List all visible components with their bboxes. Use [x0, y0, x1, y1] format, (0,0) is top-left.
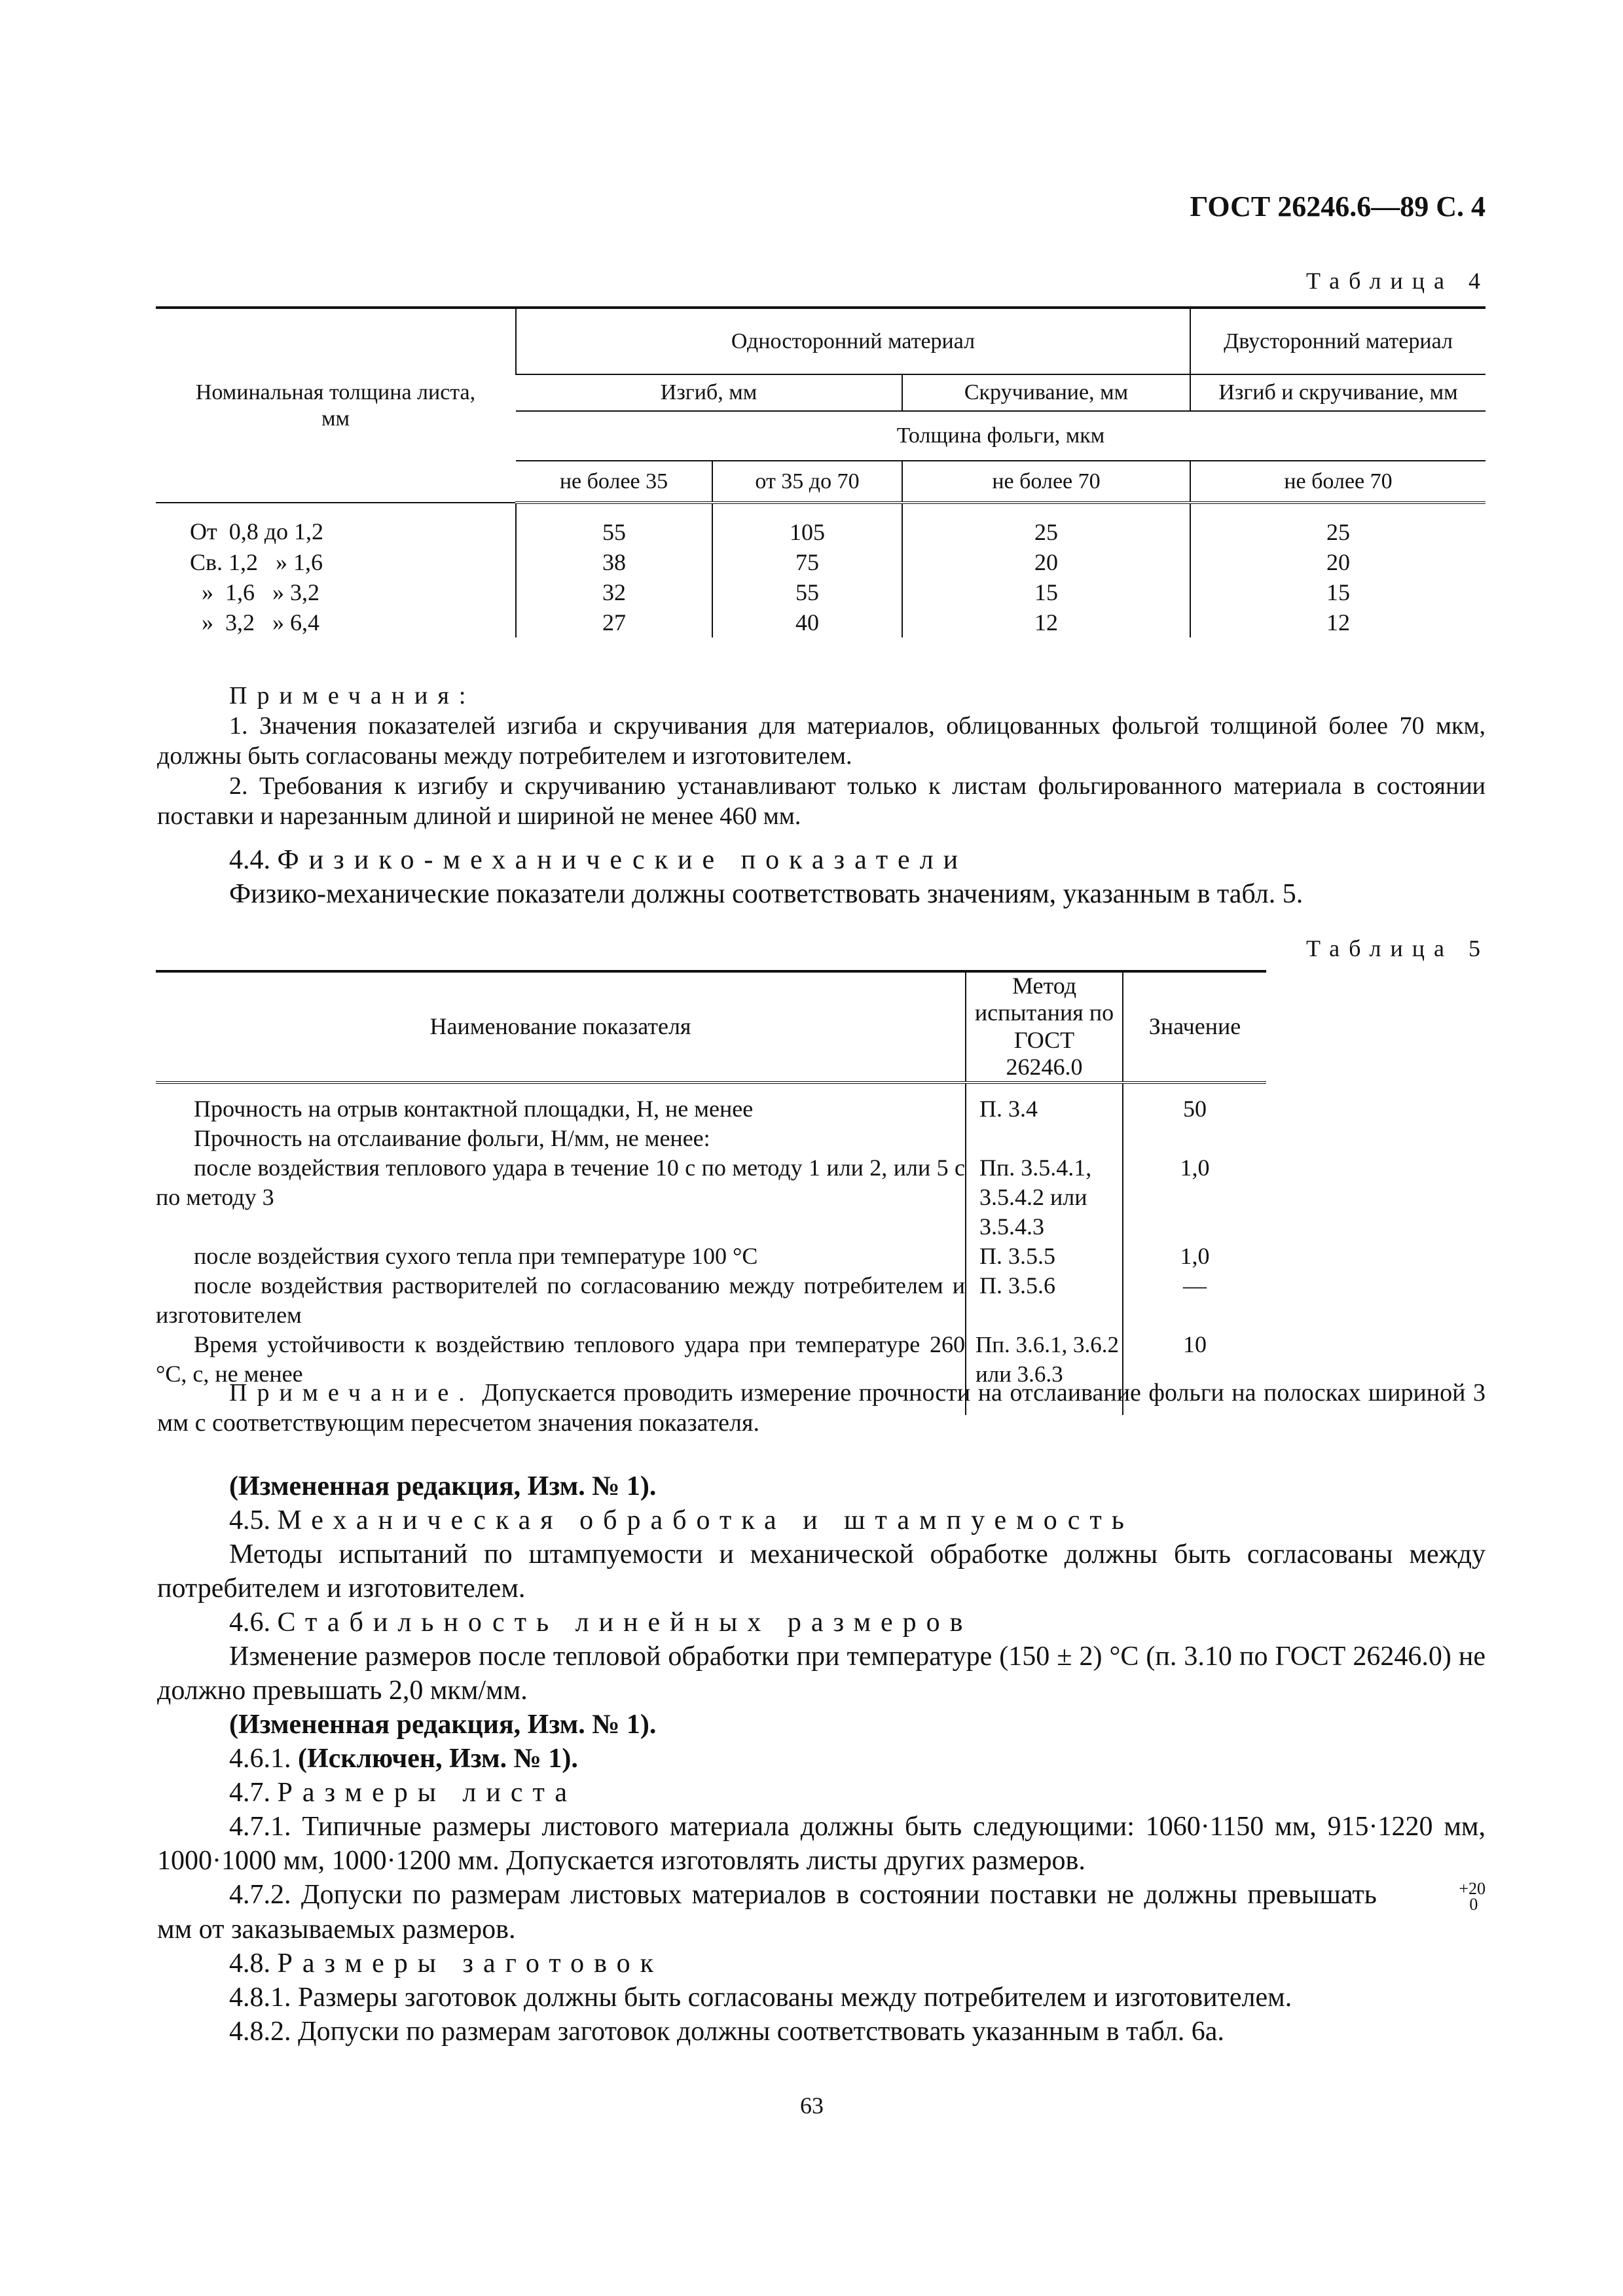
- method-cell: П. 3.5.5: [966, 1242, 1123, 1271]
- table-4-caption: Таблица 4: [1306, 268, 1489, 294]
- row-label: » 3,2 » 6,4: [190, 609, 319, 636]
- row-label: » 1,6 » 3,2: [190, 579, 319, 605]
- cell: 15: [1190, 577, 1486, 607]
- method-cell: П. 3.5.6: [966, 1271, 1123, 1330]
- tolerance-sub: 0: [1469, 1895, 1478, 1914]
- cell: 105: [712, 503, 902, 547]
- excluded-note: (Исключен, Изм. № 1).: [298, 1744, 578, 1774]
- col-thickness-header: Номинальная толщина листа, мм: [156, 308, 516, 503]
- table-row: [156, 1083, 1266, 1153]
- note-2: 2. Требования к изгибу и скручиванию устанавливают только к листам фольгированного материала в состоянии поставки и нарезанным длиной и шириной не менее 460 мм.: [157, 772, 1486, 830]
- section-text: 4.7.2. Допуски по размерам листовых материалов в состоянии поставки не должны превышать +20 0 мм от заказываемых размеров.: [157, 1879, 1486, 1945]
- section-title: Стабильность линейных размеров: [277, 1607, 973, 1638]
- edit-note: (Измененная редакция, Изм. № 1).: [229, 1471, 657, 1501]
- cell: 25: [902, 503, 1190, 547]
- note-5-title: Примечание.: [229, 1379, 475, 1407]
- method-cell: Пп. 3.6.1, 3.6.2 или 3.6.3: [966, 1330, 1123, 1415]
- table-row: [156, 547, 1486, 577]
- edit-note: (Измененная редакция, Изм. № 1).: [229, 1710, 657, 1740]
- notes-4: [157, 681, 1486, 831]
- cell: 12: [1190, 607, 1486, 637]
- section-text: 4.8.2. Допуски по размерам заготовок должны соответствовать указанным в табл. 6а.: [229, 2017, 1224, 2047]
- cell: 20: [902, 547, 1190, 577]
- foil-thickness-header: Толщина фольги, мкм: [516, 411, 1486, 461]
- param-name: Прочность на отслаивание фольги, Н/мм, не менее:: [194, 1124, 710, 1151]
- table-row: [156, 1242, 1266, 1271]
- value-cell: 10: [1123, 1330, 1266, 1415]
- param-name: после воздействия растворителей по согласованию между потребителем и изготовителем: [156, 1272, 965, 1328]
- section-title: Размеры заготовок: [277, 1948, 664, 1979]
- name-header: Наименование показателя: [156, 971, 966, 1083]
- section-4-4: [157, 843, 1486, 911]
- method-cell: Пп. 3.5.4.1, 3.5.4.2 или 3.5.4.3: [966, 1153, 1123, 1242]
- cell: 20: [1190, 547, 1486, 577]
- cell: 55: [712, 577, 902, 607]
- notes-4-title: Примечания:: [229, 682, 476, 709]
- table-row: [156, 607, 1486, 637]
- cell: 12: [902, 607, 1190, 637]
- table-row: [156, 503, 1486, 547]
- cell: 55: [516, 503, 712, 547]
- param-name: Время устойчивости к воздействию теплового удара при температуре 260 °С, с, не менее: [156, 1331, 965, 1387]
- table-5: [156, 970, 1266, 1415]
- sub-header: не более 35: [516, 461, 712, 503]
- page-header: ГОСТ 26246.6—89 С. 4: [1190, 190, 1486, 223]
- note-5-text: Допускается проводить измерение прочности на отслаивание фольги на полосках шириной 3 мм с соответствующим пересчетом значения показателя.: [157, 1379, 1486, 1437]
- table-row: [156, 1271, 1266, 1330]
- section-number: 4.7.: [229, 1778, 270, 1808]
- section-text: 4.7.1. Типичные размеры листового материала должны быть следующими: 1060·1150 мм, 915·1220 мм, 1000·1000 мм, 1000·1200 мм. Допускается изготовлять листы других размеров.: [157, 1812, 1486, 1876]
- cell: 40: [712, 607, 902, 637]
- cell: 38: [516, 547, 712, 577]
- bend-header: Изгиб, мм: [516, 374, 902, 411]
- section-number: 4.8.: [229, 1948, 270, 1979]
- section-title: Механическая обработка и штампуемость: [277, 1505, 1134, 1535]
- cell: 15: [902, 577, 1190, 607]
- table-row: [156, 1153, 1266, 1242]
- section-title: Размеры листа: [277, 1778, 577, 1808]
- twist-header: Скручивание, мм: [902, 374, 1190, 411]
- value-header: Значение: [1123, 971, 1266, 1083]
- value-cell: 50: [1123, 1083, 1266, 1153]
- cell: 75: [712, 547, 902, 577]
- section-title: Физико-механические показатели: [277, 845, 968, 875]
- param-name: после воздействия сухого тепла при температуре 100 °С: [194, 1242, 758, 1269]
- sub-header: от 35 до 70: [712, 461, 902, 503]
- method-header: Метод испытания по ГОСТ 26246.0: [966, 971, 1123, 1083]
- section-number: 4.6.: [229, 1607, 270, 1638]
- note-5: [157, 1378, 1486, 1438]
- tolerance-sup: +20: [1459, 1879, 1486, 1899]
- section-text: 4.8.1. Размеры заготовок должны быть согласованы между потребителем и изготовителем.: [229, 1982, 1292, 2013]
- row-label: Св. 1,2 » 1,6: [190, 549, 323, 575]
- section-text: Физико-механические показатели должны соответствовать значениям, указанным в табл. 5.: [229, 879, 1304, 909]
- table-4: [156, 306, 1486, 637]
- param-name: после воздействия теплового удара в течение 10 с по методу 1 или 2, или 5 с по методу 3: [156, 1154, 965, 1210]
- table-5-caption: Таблица 5: [1306, 935, 1489, 961]
- cell: 32: [516, 577, 712, 607]
- section-text: Методы испытаний по штампуемости и механической обработке должны быть согласованы между потребителем и изготовителем.: [157, 1539, 1486, 1604]
- param-name: Прочность на отрыв контактной площадки, Н, не менее: [194, 1095, 754, 1122]
- section-number: 4.6.1.: [229, 1744, 291, 1774]
- cell: 25: [1190, 503, 1486, 547]
- row-label: От 0,8 до 1,2: [190, 518, 324, 545]
- section-text: Изменение размеров после тепловой обработки при температуре (150 ± 2) °С (п. 3.10 по ГОСТ 26246.0) не должно превышать 2,0 мкм/мм.: [157, 1641, 1486, 1706]
- sub-header: не более 70: [1190, 461, 1486, 503]
- table-row: [156, 577, 1486, 607]
- note-1: 1. Значения показателей изгиба и скручивания для материалов, облицованных фольгой толщиной более 70 мкм, должны быть согласованы между потребителем и изготовителем.: [157, 712, 1486, 770]
- page-number: 63: [800, 2092, 824, 2119]
- section-number: 4.4.: [229, 845, 270, 875]
- one-sided-header: Односторонний материал: [516, 308, 1190, 374]
- bend-twist-header: Изгиб и скручивание, мм: [1190, 374, 1486, 411]
- two-sided-header: Двусторонний материал: [1190, 308, 1486, 374]
- value-cell: 1,0: [1123, 1242, 1266, 1271]
- method-cell: П. 3.4: [966, 1083, 1123, 1153]
- main-text: [157, 1469, 1486, 2049]
- value-cell: 1,0: [1123, 1153, 1266, 1242]
- cell: 27: [516, 607, 712, 637]
- sub-header: не более 70: [902, 461, 1190, 503]
- value-cell: —: [1123, 1271, 1266, 1330]
- section-number: 4.5.: [229, 1505, 270, 1535]
